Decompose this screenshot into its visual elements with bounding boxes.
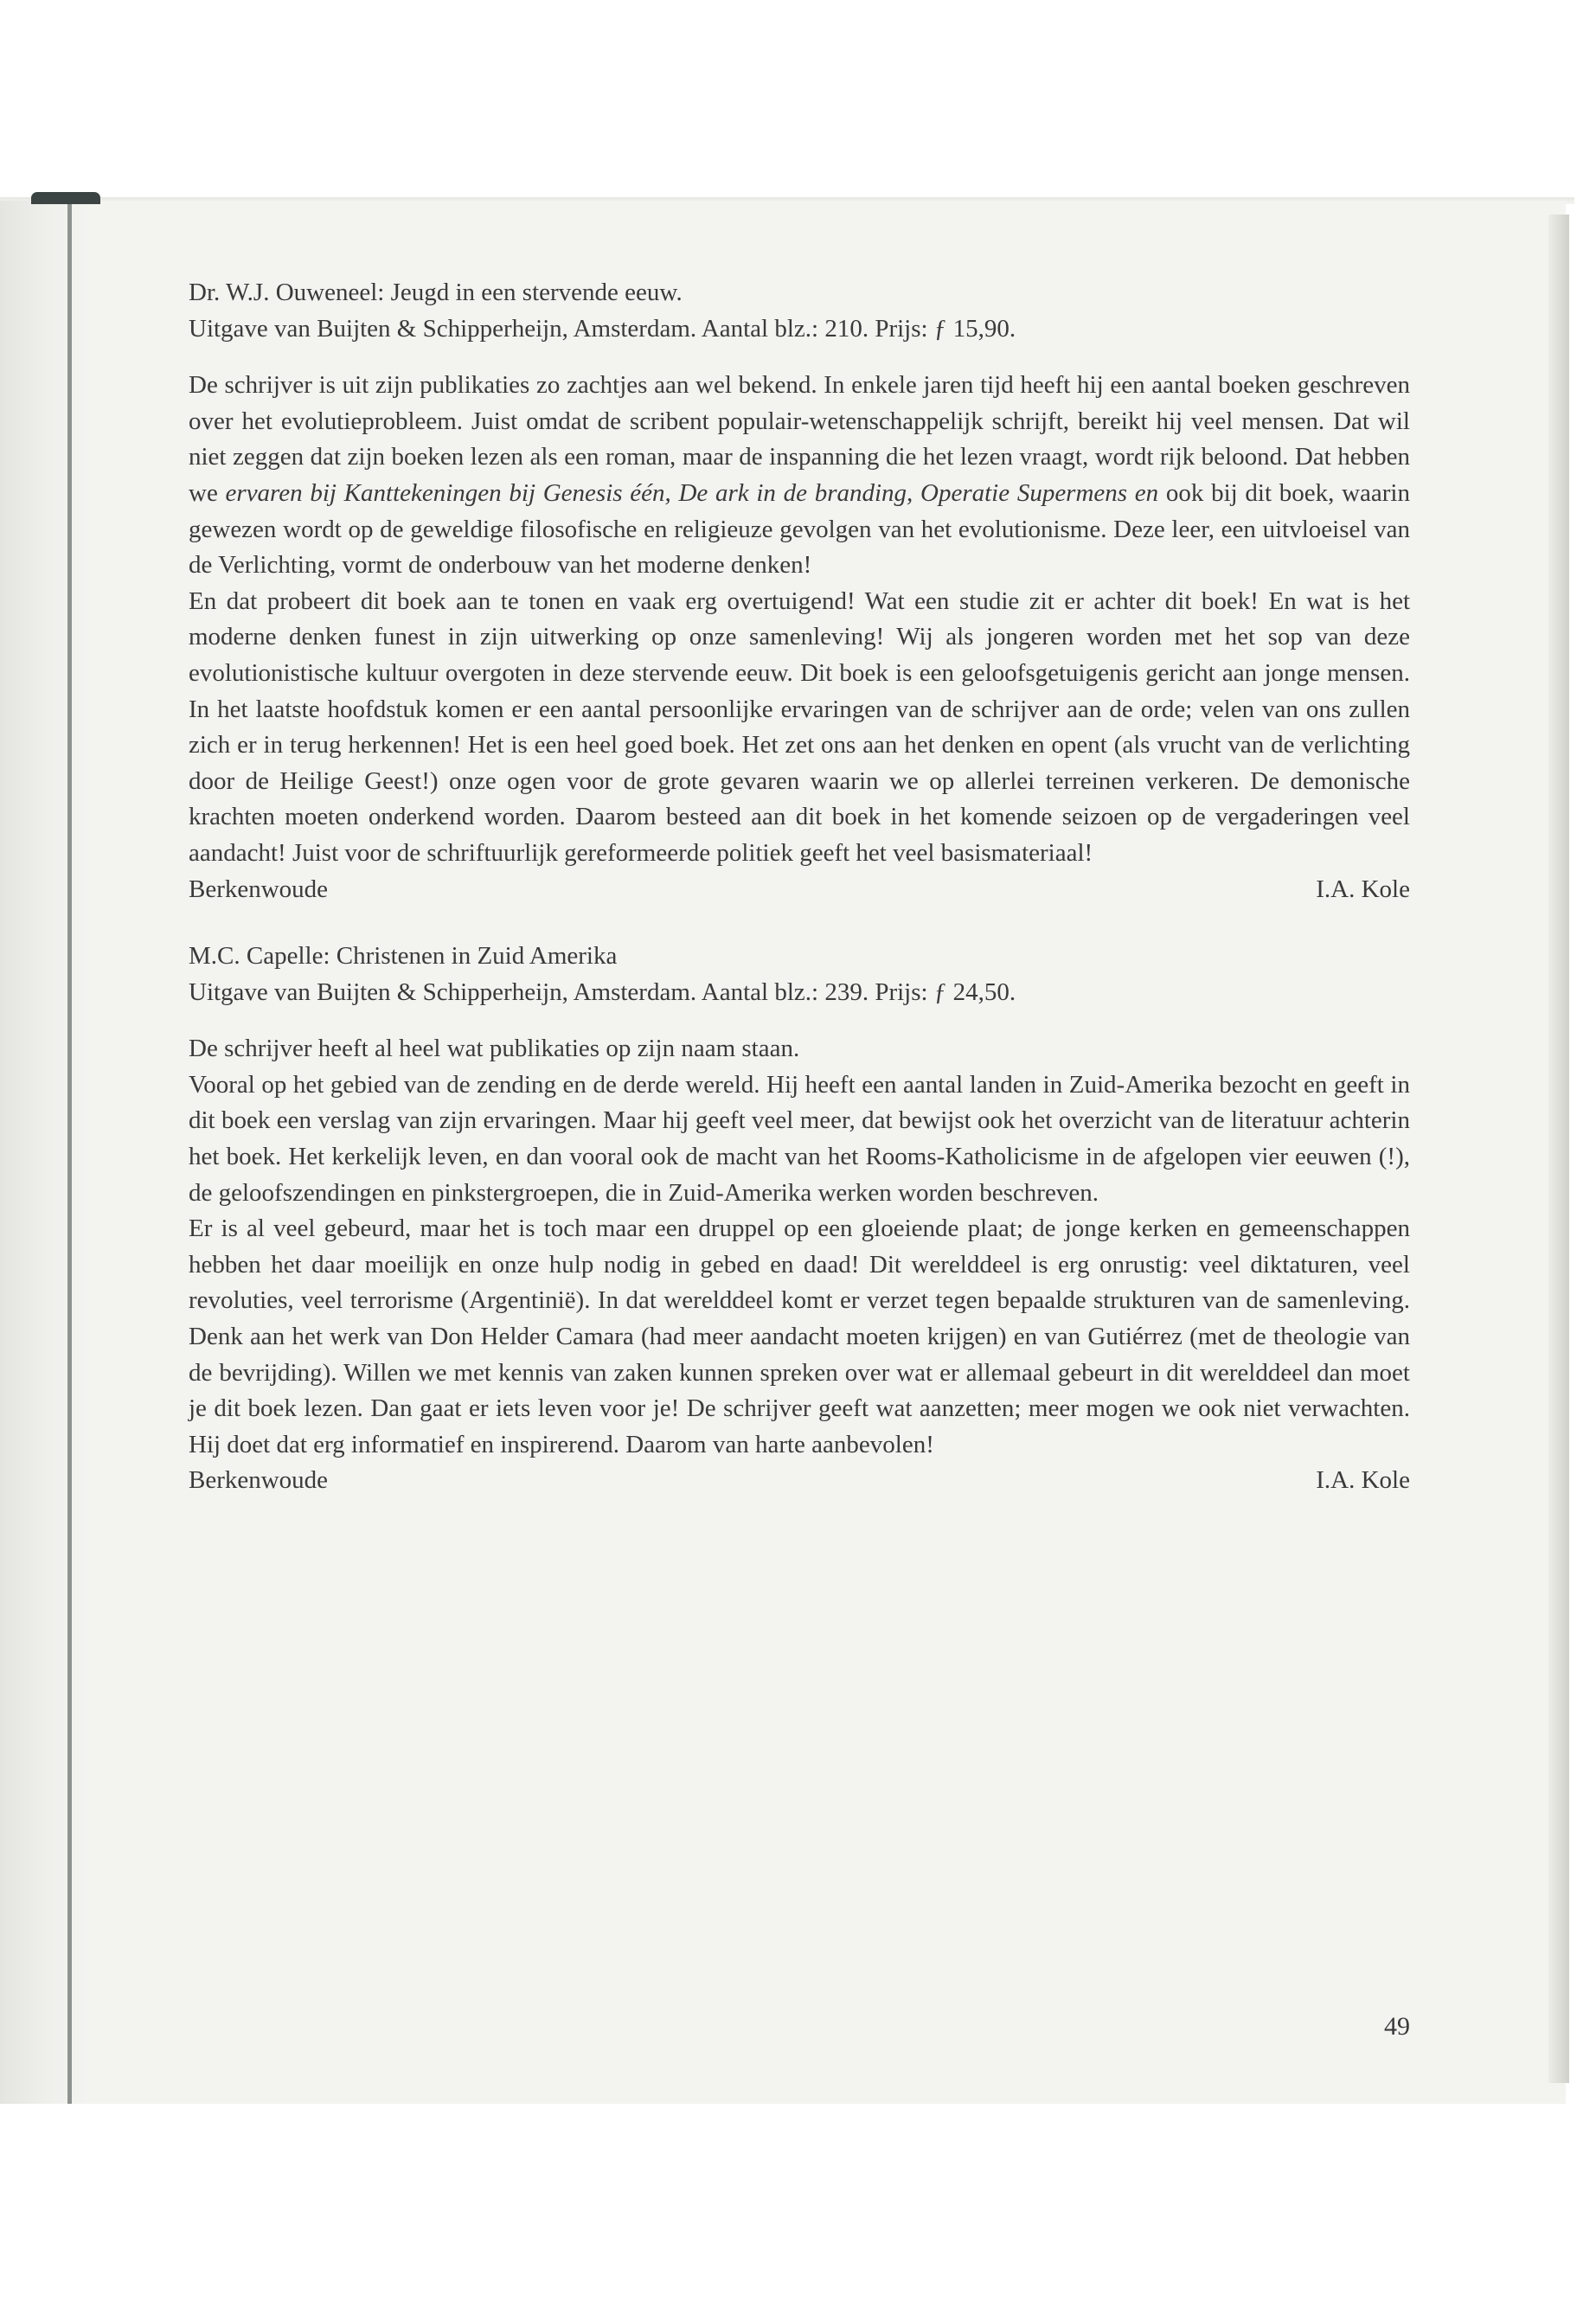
paragraph-text: ook bij dit boek, waarin gewezen wordt op de geweldige filosofische en religieuze gevolgen van het evolutionisme. Deze leer, een uitvloeisel van de Verlichting, vormt de onderbouw van het moderne denken!	[189, 478, 1410, 580]
review-capelle	[189, 939, 1410, 1499]
review-paragraph: En dat probeert dit boek aan te tonen en vaak erg overtuigend! Wat een studie zit er achter dit boek! En wat is het moderne denken funest in zijn uitwerking op onze samenleving! Wij als jongeren worden met het sop van deze evolutionistische kultuur overgoten in deze stervende eeuw. Dit boek is een geloofsgetuigenis gericht aan jonge mensen. In het laatste hoofdstuk komen er een aantal persoonlijke ervaringen van de schrijver aan de orde; velen van ons zullen zich er in terug herkennen! Het is een heel goed boek. Het zet ons aan het denken en opent (als vrucht van de verlichting door de Heilige Geest!) onze ogen voor de grote gevaren waarin we op allerlei terreinen verkeren. De demonische krachten moeten onderkend worden. Daarom besteed aan dit boek in het komende seizoen op de vergaderingen veel aandacht! Juist voor de schriftuurlijk gereformeerde politiek geeft het veel basismateriaal!	[189, 586, 1410, 867]
review-ouweneel	[189, 275, 1410, 907]
reviewer-name: I.A. Kole	[1316, 1466, 1410, 1495]
review-heading: Dr. W.J. Ouweneel: Jeugd in een stervende eeuw.	[189, 279, 683, 306]
reviewer-place: Berkenwoude	[189, 1466, 329, 1495]
spine-gutter-line	[67, 201, 72, 2104]
review-paragraph: Er is al veel gebeurd, maar het is toch maar een druppel op een gloeiende plaat; de jonge kerken en gemeenschappen hebben het daar moeilijk en onze hulp nodig in gebed en daad! Dit werelddeel is erg onrustig: veel diktaturen, veel revoluties, veel terrorisme (Argentinië). In dat werelddeel komt er verzet tegen bepaalde strukturen van de samenleving. Denk aan het werk van Don Helder Camara (had meer aandacht moeten krijgen) en van Gutiérrez (met de theologie van de bevrijding). Willen we met kennis van zaken kunnen spreken over wat er allemaal gebeurt in dit werelddeel dan moet je dit boek lezen. Dan gaat er iets leven voor je! De schrijver geeft wat aanzetten; meer mogen we ook niet verwachten. Hij doet dat erg informatief en inspirerend. Daarom van harte aanbevolen!	[189, 1215, 1410, 1458]
review-paragraph	[189, 368, 1410, 584]
review-heading: M.C. Capelle: Christenen in Zuid Amerika	[189, 942, 618, 971]
review-signature	[189, 872, 1410, 908]
book-spine	[0, 201, 87, 2104]
review-signature	[189, 1463, 1410, 1499]
spine-cap	[31, 192, 100, 204]
paragraph-text: De schrijver is uit zijn publikaties zo zachtjes aan wel bekend. In enkele jaren tijd heeft hij een aantal boeken geschreven over het evolutieprobleem. Juist omdat de scribent populair-wetenschappelijk schrijft, bereikt hij veel mensen. Dat wil niet zeggen dat zijn boeken lezen als een roman, maar de inspanning die het lezen vraagt, wordt rijk beloond. Dat hebben we	[189, 371, 1410, 507]
page-content	[189, 275, 1410, 1499]
review-paragraph: Vooral op het gebied van de zending en de derde wereld. Hij heeft een aantal landen in Zuid-Amerika bezocht en geeft in dit boek een verslag van zijn ervaringen. Maar hij geeft veel meer, dat bewijst ook het overzicht van de literatuur achterin het boek. Het kerkelijk leven, en dan vooral ook de macht van het Rooms-Katholicisme in de afgelopen vier eeuwen (!), de geloofszendingen en pinkstergroepen, die in Zuid-Amerika werken worden beschreven.	[189, 1070, 1410, 1207]
reviewer-name: I.A. Kole	[1316, 875, 1410, 903]
page-right-edge	[1548, 215, 1569, 2083]
page-number: 49	[1384, 2012, 1410, 2041]
reviewer-place: Berkenwoude	[189, 875, 329, 903]
book-titles-italic: ervaren bij Kanttekeningen bij Genesis één, De ark in de branding, Operatie Supermens en	[225, 478, 1159, 507]
review-publisher-line: Uitgave van Buijten & Schipperheijn, Amsterdam. Aantal blz.: 210. Prijs: ƒ 15,90.	[189, 314, 1016, 343]
review-publisher-line: Uitgave van Buijten & Schipperheijn, Amsterdam. Aantal blz.: 239. Prijs: ƒ 24,50.	[189, 977, 1016, 1006]
review-paragraph: De schrijver heeft al heel wat publikaties op zijn naam staan.	[189, 1035, 800, 1063]
